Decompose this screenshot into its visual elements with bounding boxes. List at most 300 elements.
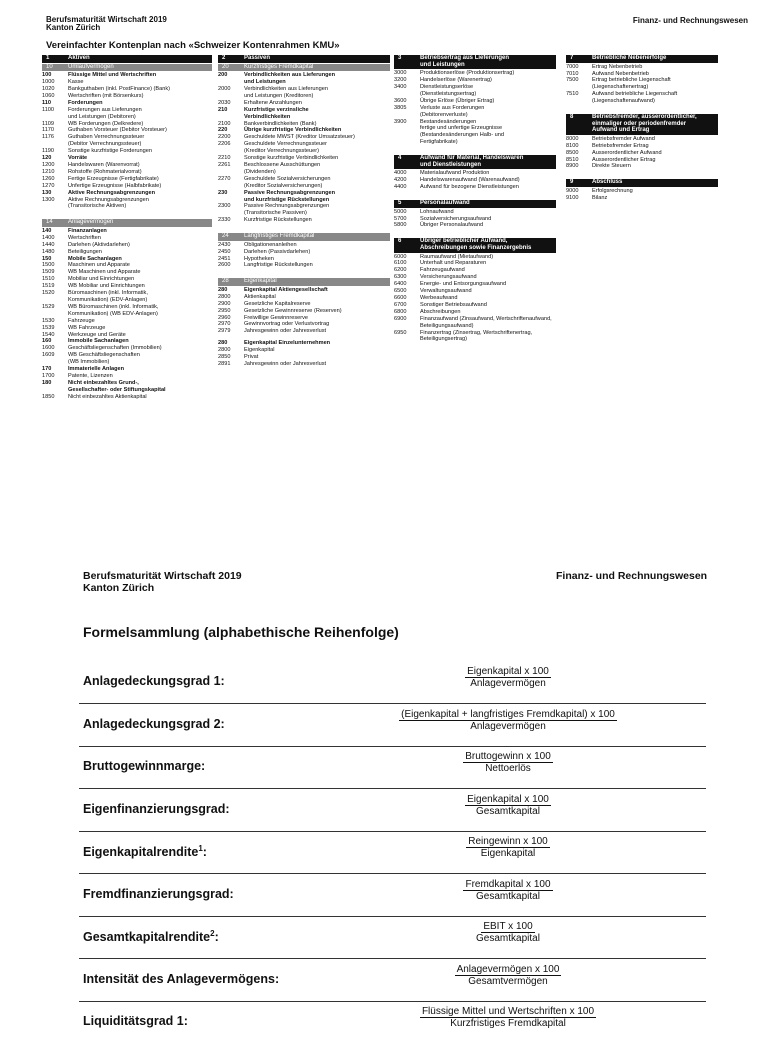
account-row [218,354,390,361]
separator-line [79,916,706,917]
account-row [394,209,556,216]
section-number: 2 [222,55,226,61]
separator-line [79,703,706,704]
account-row [42,203,212,210]
account-number: 6300 [394,274,407,281]
account-number: 1109 [42,120,55,127]
account-number: 8900 [566,163,579,170]
account-row [218,93,390,100]
account-name: Handelserlöse (Warenertrag) [420,77,492,84]
account-name: Passive Rechnungsabgrenzungen [244,189,336,196]
separator-line [79,831,706,832]
account-row [42,373,212,380]
account-number: 6100 [394,260,407,267]
account-name: WB Geschäftsliegenschaften [68,352,140,359]
account-number: 6800 [394,308,407,315]
account-number [218,148,244,155]
account-name: WB Fahrzeuge [68,324,106,331]
account-name: Bankverbindlichkeiten (Bank) [244,120,317,127]
account-number: 180 [42,379,52,386]
account-row [218,287,390,294]
account-row [42,141,212,148]
account-name: Gewinnvortrag oder Verlustvortrag [244,321,330,328]
section-header-line [398,245,552,252]
section-header-line [398,155,552,162]
section-header-line [222,233,386,240]
section-header-line [570,55,714,62]
account-number: 1600 [42,345,55,352]
section-number [398,245,420,252]
section-number: 10 [46,63,53,70]
account-name: (Debitorenverluste) [420,111,468,118]
section-number: 3 [398,55,402,61]
account-name: Unterhalt und Reparaturen [420,260,487,267]
spacer [218,224,390,233]
account-name: Sozialversicherungsaufwand [420,215,492,222]
account-row [42,228,212,235]
account-row [566,71,718,78]
account-name: Dienstleistungserlöse [420,84,474,90]
account-name: Obligationenanleihen [244,241,297,248]
account-row [42,276,212,283]
fraction-denominator: Eigenkapital [480,848,536,859]
account-number [218,183,244,190]
section-header [218,55,390,63]
page-title: Vereinfachter Kontenplan nach «Schweizer Kontenrahmen KMU» [46,40,340,51]
section-header-line [570,179,714,186]
section-header [218,278,390,286]
account-row [218,134,390,141]
account-name: Betriebsfremder Ertrag [592,142,649,149]
account-number [394,91,420,98]
account-row [566,157,718,164]
account-row [394,112,556,119]
spacer [394,146,556,155]
spacer [42,210,212,219]
account-number: 9100 [566,194,579,201]
section-title: Aufwand für Material, Handelswaren [420,155,524,162]
account-number: 3200 [394,77,407,84]
formula-fraction [313,751,703,774]
account-number: 1540 [42,331,55,338]
formula-name-text: Anlagedeckungsgrad 1: [83,674,225,688]
account-number: 1529 [42,303,55,310]
account-row [218,86,390,93]
formula-name [83,802,230,816]
account-name: Werkzeuge und Geräte [68,331,126,338]
account-row [394,132,556,139]
section-title: und Leistungen [420,61,465,68]
formula-row [83,666,706,706]
account-row [218,127,390,134]
account-name: Finanzaufwand (Zinsaufwand, Wertschriftenaufwand, Beteiligungsaufwand) [420,315,552,329]
account-name: (Kreditor Verrechnungssteuer) [244,148,319,155]
separator-line [79,873,706,874]
account-name: Kasse [68,79,84,86]
account-row [42,134,212,141]
account-number: 2330 [218,217,231,224]
fraction-numerator [313,794,703,806]
account-number: 2300 [218,203,231,210]
account-row [42,338,212,345]
account-name: Jahresgewinn oder Jahresverlust [244,328,327,335]
fraction-denominator: Gesamtkapital [476,933,540,944]
account-row [218,321,390,328]
account-row [42,352,212,359]
section-header [394,55,556,69]
account-row [394,91,556,98]
account-name: Passive Rechnungsabgrenzungen [244,203,330,210]
formula-name-text: Bruttogewinnmarge: [83,759,206,773]
account-row [42,235,212,242]
section-title: Kurzfristiges Fremdkapital [244,63,314,70]
account-number [42,297,68,304]
account-row [218,328,390,335]
account-row [218,315,390,322]
account-name: Wertschriften [68,234,101,241]
account-name: Fertigfabrikate) [420,139,458,146]
account-row [218,72,390,79]
account-name: Nicht einbezahltes Grund-, [68,379,139,386]
account-row [218,301,390,308]
section-title: und Dienstleistungen [420,161,482,168]
account-row [42,197,212,204]
account-row [394,105,556,112]
formula-name [83,674,225,688]
section-header-line [222,64,386,71]
account-row [42,262,212,269]
account-row [42,72,212,79]
account-row [394,139,556,146]
section-title: Abschreibungen sowie Finanzergebnis [420,244,532,251]
account-name: Darlehen (Passivdarlehen) [244,248,311,255]
account-number: 1060 [42,92,55,99]
section-title: Aktiven [68,55,90,61]
column-nebenerfolge-abschluss [566,55,718,202]
account-number [42,203,68,210]
formula-row [83,794,706,834]
column-aktiven [42,55,212,401]
account-number: 8100 [566,142,579,149]
account-number: 6950 [394,329,407,336]
account-row [218,347,390,354]
account-number: 2261 [218,161,231,168]
account-number: 3600 [394,97,407,104]
account-name: und Leistungen (Debitoren) [68,113,136,120]
fraction-numerator [313,879,703,891]
account-number: 1510 [42,276,55,283]
account-name: Geschuldete Verrechnungssteuer [244,141,328,148]
account-row [218,242,390,249]
numerator-text: Flüssige Mittel und Wertschriften x 100 [421,1006,595,1017]
account-number: 3400 [394,84,407,90]
account-row [394,316,556,330]
formula-name-text: Eigenfinanzierungsgrad: [83,801,230,816]
section-header [394,238,556,252]
account-number: 3900 [394,118,407,125]
account-name: (Debitor Verrechnungssteuer) [68,141,142,148]
account-name: Privat [244,354,259,361]
account-number: 2210 [218,155,231,162]
account-name: Erhaltene Anzahlungen [244,99,302,106]
formula-row [83,1006,706,1046]
account-number: 4200 [394,177,407,184]
account-name: Bankguthaben (inkl. PostFinance) (Bank) [68,86,170,92]
account-number: 220 [218,127,228,134]
account-name: Direkte Steuern [592,163,631,170]
header-line-2: Kanton Zürich [83,582,155,594]
separator-line [79,788,706,789]
account-name: Wertschriften (mit Börsenkurs) [68,92,144,99]
account-number: 6400 [394,281,407,288]
account-row [218,217,390,224]
account-number: 2891 [218,361,231,367]
account-row [394,288,556,295]
numerator-text: EBIT x 100 [483,921,533,932]
section-title: Betriebliche Nebenerfolge [592,55,667,61]
account-name: WB Forderungen (Delkredere) [68,120,144,127]
account-name: und Leistungen (Kreditoren) [244,92,314,99]
formula-name [83,972,279,986]
section-header [394,200,556,208]
account-row [42,269,212,276]
account-row [218,256,390,263]
account-name: Mobile Sachanlagen [68,255,122,262]
footnote-marker: 1 [198,844,203,853]
section-title: Anlagevermögen [68,219,114,226]
fraction-numerator [313,751,703,763]
account-row [218,79,390,86]
account-name: Eigenkapital [244,347,275,354]
section-header-line [222,55,386,62]
account-row [394,309,556,316]
header-line-1: Berufsmaturität Wirtschaft 2019 [46,15,167,24]
account-row [218,107,390,114]
section-title: Eigenkapital [244,278,277,285]
account-row [42,114,212,121]
account-name: Handelswaren (Warenvorrat) [68,161,140,168]
account-number [394,139,420,146]
account-name: Rohstoffe (Rohmaterialvorrat) [68,168,142,175]
account-name: Ertrag Nebenbetrieb [592,63,643,70]
account-number: 1210 [42,168,55,175]
account-number: 110 [42,99,52,106]
section-title: Aufwand und Ertrag [592,127,650,134]
account-row [566,77,718,84]
account-number: 1850 [42,393,55,400]
account-name: Verwaltungsaufwand [420,288,472,295]
account-number: 6600 [394,295,407,301]
account-row [42,387,212,394]
account-number [42,359,68,366]
header-right: Finanz- und Rechnungswesen [632,16,748,25]
formula-name-text: Fremdfinanzierungsgrad: [83,886,234,901]
section-header-line [398,55,552,62]
account-name: Aufwand für bezogene Dienstleistungen [420,184,519,191]
account-name: Fahrzeuge [68,317,95,324]
account-name: WB Mobiliar und Einrichtungen [68,283,145,290]
section-title: Abschluss [592,179,623,186]
formula-name-text: Anlagedeckungsgrad 2: [83,716,225,731]
account-name: (Transitorische Passiven) [244,210,307,217]
formula-name-suffix: : [214,930,219,945]
account-number: 1530 [42,317,55,324]
account-row [394,254,556,261]
account-number: 1609 [42,352,55,359]
account-row [566,64,718,71]
account-name: Gesetzliche Kapitalreserve [244,300,311,307]
account-number: 2100 [218,120,231,127]
account-number: 1270 [42,182,55,189]
account-number: 1176 [42,134,55,141]
numerator-text: Reingewinn x 100 [468,836,548,847]
section-number: 14 [46,219,53,226]
section-header [218,64,390,72]
account-number: 2970 [218,321,231,328]
formula-name [83,844,207,859]
formula-row [83,751,706,791]
account-number: 1500 [42,262,55,269]
account-number: 1170 [42,127,55,134]
account-name: Raumaufwand (Mietaufwand) [420,253,494,260]
formula-name [83,887,234,901]
account-number: 7500 [566,77,579,84]
account-name: Freiwillige Gewinnreserve [244,314,309,321]
account-row [42,127,212,134]
account-number: 3805 [394,104,407,111]
account-number: 1539 [42,324,55,331]
account-row [218,262,390,269]
account-row [218,114,390,121]
account-row [394,184,556,191]
account-row [42,359,212,366]
account-number: 1480 [42,248,55,255]
account-row [218,176,390,183]
formula-name [83,1014,188,1028]
section-header [566,114,718,135]
account-number: 1020 [42,86,55,92]
account-row [218,210,390,217]
account-row [394,274,556,281]
formula-name-text: Liquiditätsgrad 1: [83,1014,188,1028]
section-title: Passiven [244,55,271,61]
account-row [42,325,212,332]
account-name: Verluste aus Forderungen [420,104,485,111]
account-name: Materialaufwand Produktion [420,170,490,177]
account-row [394,177,556,184]
account-plan-page [0,0,768,520]
account-name: Aktienkapital [244,293,276,300]
account-row [42,345,212,352]
account-name: Kurzfristige verzinsliche [244,106,309,113]
account-name: Werbeaufwand [420,295,458,301]
account-number: 140 [42,227,52,234]
account-number: 6900 [394,315,407,322]
formula-fraction [313,666,703,689]
formula-row [83,964,706,1004]
account-number: 2960 [218,314,231,321]
account-number [42,114,68,121]
account-number: 130 [42,189,52,196]
account-number: 1100 [42,106,55,113]
account-number: 3000 [394,70,407,77]
account-row [42,155,212,162]
account-name: Sonstige kurzfristige Verbindlichkeiten [244,155,339,162]
section-title: Übriger betrieblicher Aufwand, [420,238,508,245]
formula-page [0,520,768,1029]
account-name: Darlehen (Aktivdarlehen) [68,241,130,248]
section-number [398,162,420,169]
account-number: 1400 [42,234,55,241]
account-name: Versicherungsaufwand [420,274,477,281]
account-name: Produktionserlöse (Produktionsertrag) [420,70,515,77]
account-row [394,125,556,132]
formula-row [83,836,706,876]
account-name: und Leistungen [244,79,286,86]
account-name: Forderungen [68,99,103,106]
account-row [42,332,212,339]
account-name: Immobile Sachanlagen [68,338,129,345]
section-number: 28 [222,278,229,285]
account-row [566,195,718,202]
account-row [394,222,556,229]
account-name: (Dividenden) [244,168,276,175]
account-row [394,98,556,105]
account-name: Betriebsfremder Aufwand [592,135,655,142]
account-name: Finanzertrag (Zinsertrag, Wertschriftenertrag, Beteiligungsertrag) [420,329,533,343]
account-row [218,340,390,347]
spacer [566,170,718,179]
account-name: (Dienstleistungsertrag) [420,90,477,97]
account-name: Geschuldete Sozialversicherungen [244,175,331,182]
account-row [42,249,212,256]
section-number: 5 [398,200,402,207]
account-number: 4400 [394,184,407,191]
account-number: 1300 [42,196,55,203]
account-row [566,136,718,143]
account-row [394,260,556,267]
account-row [218,155,390,162]
account-row [42,290,212,297]
account-name: Hypotheken [244,255,274,262]
account-number: 2451 [218,255,231,262]
column-ertrag-aufwand [394,55,556,343]
account-number: 2950 [218,307,231,314]
account-number [42,141,68,148]
account-name: Energie- und Entsorgungsaufwand [420,281,507,288]
account-row [218,183,390,190]
account-name: Ausserordentlicher Aufwand [592,149,662,156]
section-title: Personalaufwand [420,200,470,207]
account-number: 6200 [394,267,407,274]
account-row [218,361,390,368]
account-name: (Liegenschaftenaufwand) [592,98,655,105]
account-name: Büromaschinen (inkl. Informatik, [68,290,148,297]
section-header-line [222,278,386,285]
account-number: 5800 [394,222,407,229]
account-number [218,169,244,176]
section-header-line [398,200,552,207]
account-row [218,100,390,107]
formula-name [83,929,219,944]
section-header-line [570,114,714,121]
account-name: Maschinen und Apparate [68,262,130,269]
account-name: Langfristige Rückstellungen [244,262,313,269]
section-title: Betriebsertrag aus Lieferungen [420,55,510,61]
account-number: 170 [42,366,52,373]
header-left [46,16,167,33]
fraction-denominator: Gesamtvermögen [468,975,548,987]
